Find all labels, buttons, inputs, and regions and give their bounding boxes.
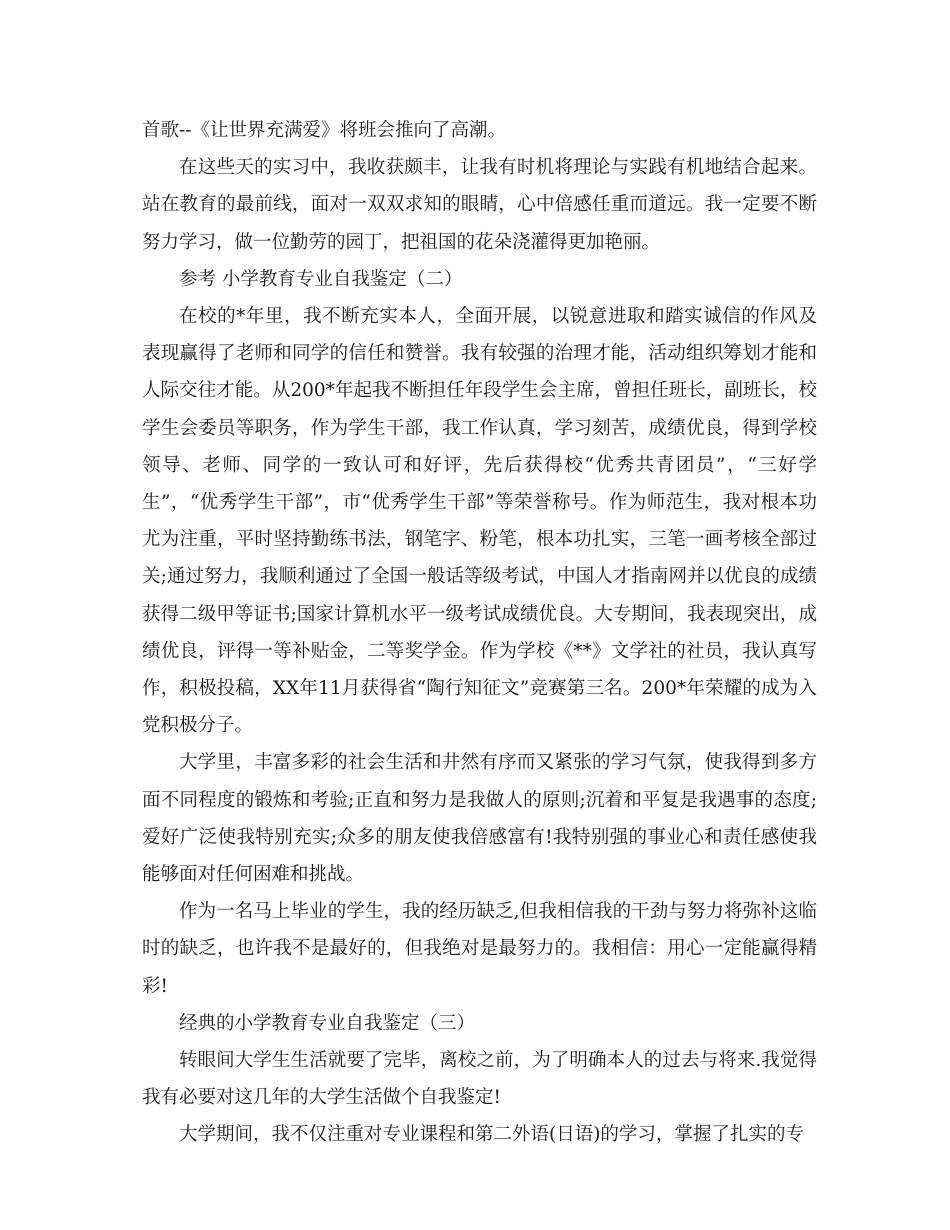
section-heading-3: 经典的小学教育专业自我鉴定（三） — [179, 1012, 476, 1034]
paragraph-school-achievements: 在校的*年里，我不断充实本人，全面开展，以锐意进取和踏实诚信的作风及表现赢得了老师和同学的信任和赞誉。我有较强的治理才能，活动组织筹划才能和人际交往才能。从200*年起我不断担任年段学生会主席，曾担任班长，副班长，校学生会委员等职务，作为学生干部，我工作认真，学习刻苦，成绩优良，得到学校领导、老师、同学的一致认可和好评，先后获得校“优秀共青团员”，“三好学生”，“优秀学生干部”，市“优秀学生干部”等荣誉称号。作为师范生，我对根本功尤为注重，平时坚持勤练书法，钢笔字、粉笔，根本功扎实，三笔一画考核全部过关;通过努力，我顺利通过了全国一般话等级考试，中国人才指南网并以优良的成绩获得二级甲等证书;国家计算机水平一级考试成绩优良。大专期间，我表现突出，成绩优良，评得一等补贴金，二等奖学金。作为学校《**》文学社的社员，我认真写作，积极投稿，XX年11月获得省“陶行知征文”竞赛第三名。200*年荣耀的成为入党积极分子。 — [142, 306, 817, 737]
section-heading-2: 参考 小学教育专业自我鉴定（二） — [179, 268, 463, 290]
paragraph-intro-self-assessment: 转眼间大学生生活就要了完毕，离校之前，为了明确本人的过去与将来.我觉得我有必要对这几年的大学生活做个自我鉴定! — [142, 1050, 817, 1109]
document-body — [142, 112, 817, 1154]
paragraph-university-life: 大学里，丰富多彩的社会生活和井然有序而又紧张的学习气氛，使我得到多方面不同程度的锻炼和考验;正直和努力是我做人的原则;沉着和平复是我遇事的态度;爱好广泛使我特别充实;众多的朋友使我倍感富有!我特别强的事业心和责任感使我能够面对任何困难和挑战。 — [142, 752, 817, 886]
paragraph-continuation: 首歌--《让世界充满爱》将班会推向了高潮。 — [142, 120, 507, 141]
paragraph-internship-summary: 在这些天的实习中，我收获颇丰，让我有时机将理论与实践有机地结合起来。站在教育的最前线，面对一双双求知的眼睛，心中倍感任重而道远。我一定要不断努力学习，做一位勤劳的园丁，把祖国的花朵浇灌得更加艳丽。 — [142, 157, 817, 253]
paragraph-study-focus: 大学期间，我不仅注重对专业课程和第二外语(日语)的学习，掌握了扎实的专 — [179, 1124, 804, 1146]
paragraph-graduate-statement: 作为一名马上毕业的学生，我的经历缺乏,但我相信我的干劲与努力将弥补这临时的缺乏，也许我不是最好的，但我绝对是最努力的。我相信：用心一定能赢得精彩! — [142, 901, 817, 997]
